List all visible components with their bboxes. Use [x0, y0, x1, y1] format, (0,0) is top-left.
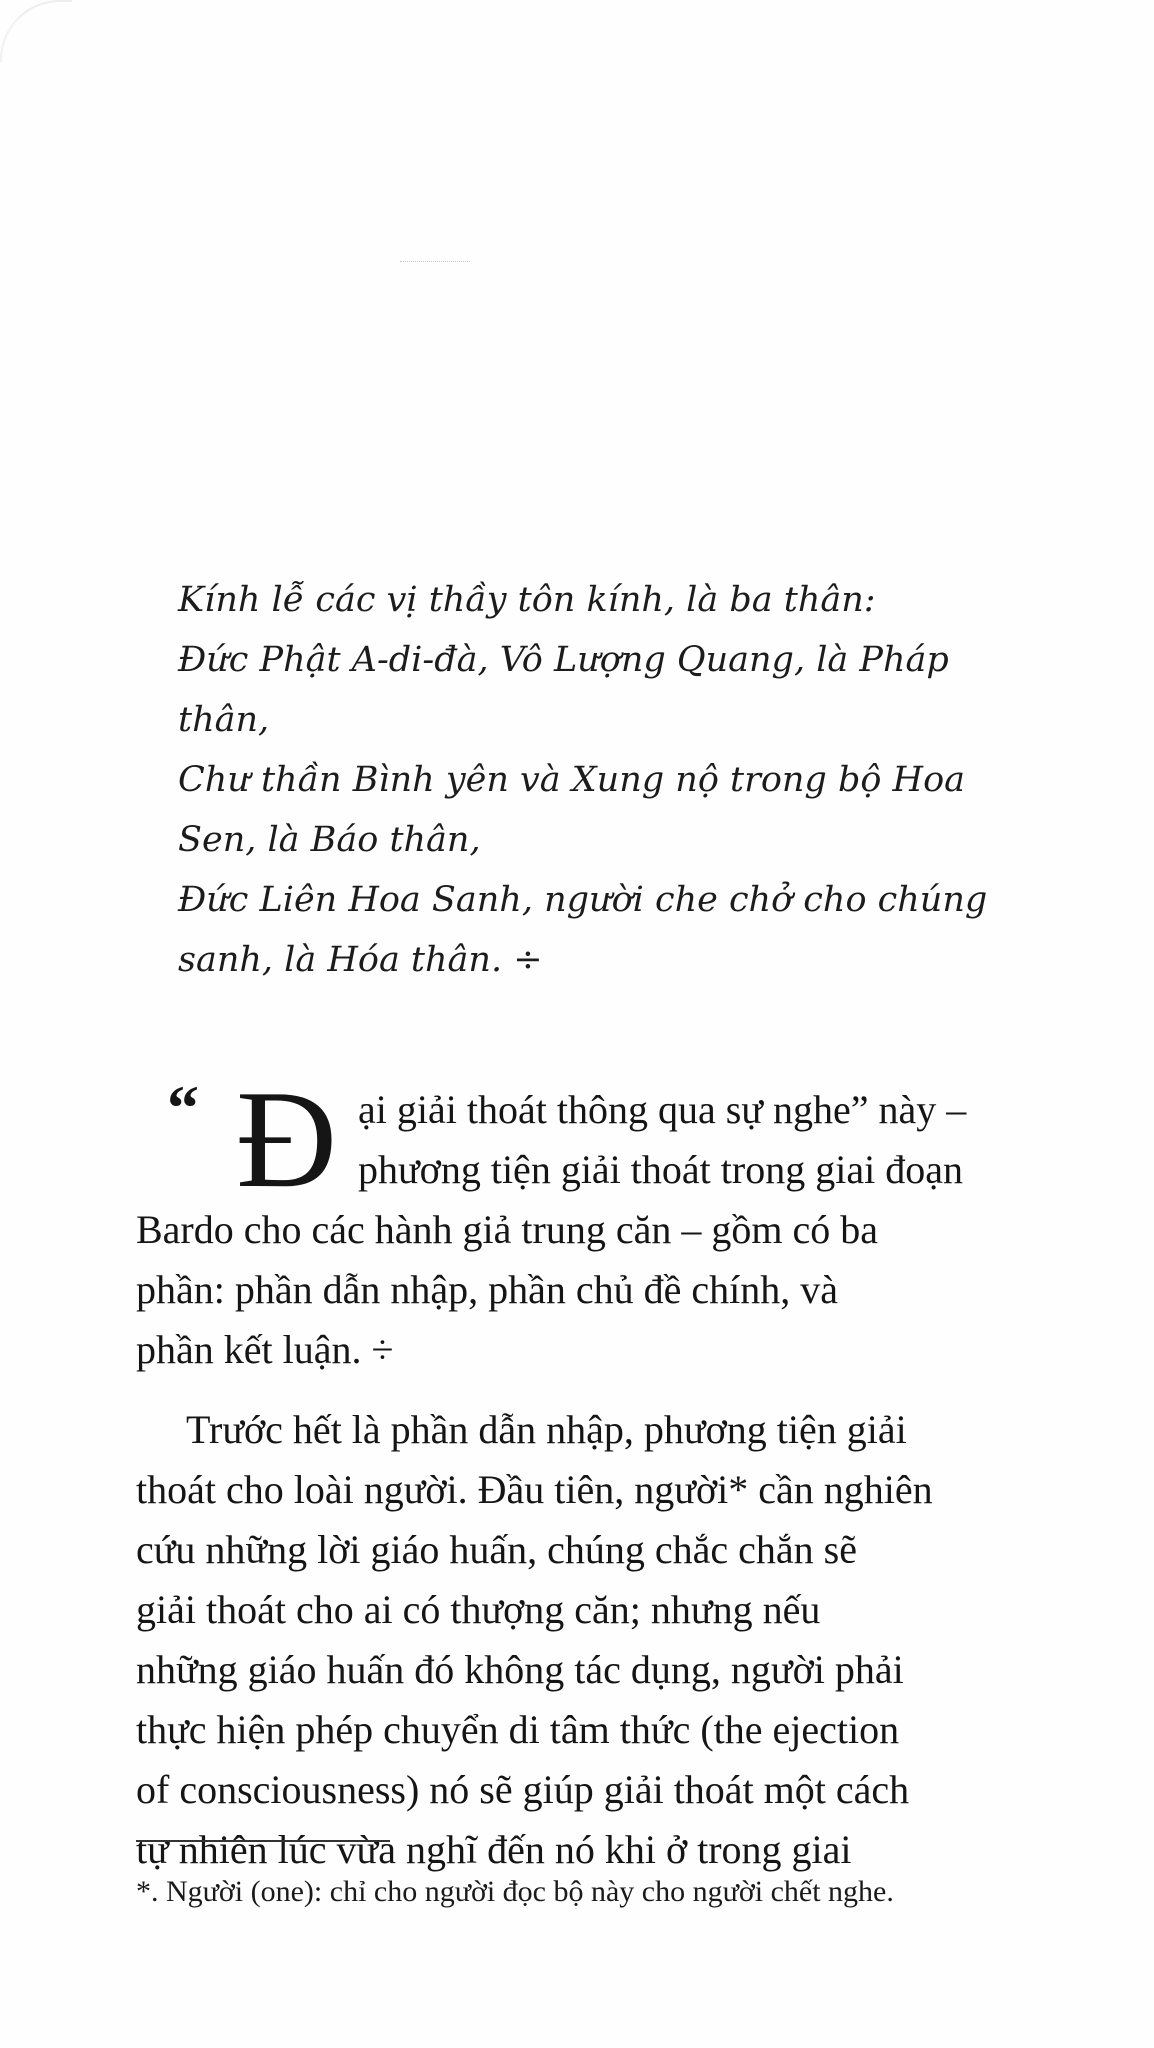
paragraph-line: những giáo huấn đó không tác dụng, người phải — [136, 1647, 904, 1692]
paragraph-line: phần kết luận. ÷ — [136, 1327, 394, 1372]
paragraph-line: thực hiện phép chuyển di tâm thức (the ejection — [136, 1707, 900, 1752]
drop-cap: Đ — [236, 1062, 338, 1217]
footnote-divider — [136, 1840, 390, 1842]
paragraph-line: phương tiện giải thoát trong giai đoạn — [358, 1147, 963, 1192]
verse-line: Sen, là Báo thân, — [178, 820, 481, 860]
paragraph-line: Bardo cho các hành giả trung căn – gồm có ba — [136, 1207, 878, 1252]
paragraph-line: ại giải thoát thông qua sự nghe” này – — [358, 1087, 967, 1132]
page-corner-curl — [0, 0, 72, 62]
show-through-mark — [400, 261, 470, 262]
paragraph-line: giải thoát cho ai có thượng căn; nhưng nếu — [136, 1587, 821, 1632]
paragraph-line: thoát cho loài người. Đầu tiên, người* cần nghiên — [136, 1467, 933, 1512]
open-quote-mark: “ — [167, 1072, 199, 1143]
paragraph-line: cứu những lời giáo huấn, chúng chắc chắn sẽ — [136, 1527, 857, 1572]
verse-line: Đức Liên Hoa Sanh, người che chở cho chúng — [178, 880, 988, 920]
body-paragraph — [136, 1400, 1006, 1880]
footnote: *. Người (one): chỉ cho người đọc bộ này cho người chết nghe. — [136, 1875, 894, 1908]
verse-line: Đức Phật A-di-đà, Vô Lượng Quang, là Pháp — [178, 640, 949, 680]
verse-block — [178, 570, 1038, 990]
paragraph-line: of consciousness) nó sẽ giúp giải thoát một cách — [136, 1767, 910, 1812]
paragraph-line: phần: phần dẫn nhập, phần chủ đề chính, và — [136, 1267, 839, 1312]
paragraph-line: Trước hết là phần dẫn nhập, phương tiện giải — [186, 1407, 907, 1452]
paragraph-line: tự nhiên lúc vừa nghĩ đến nó khi ở trong giai — [136, 1827, 852, 1872]
intro-paragraph — [136, 1062, 1006, 1380]
verse-line: Chư thần Bình yên và Xung nộ trong bộ Hoa — [178, 760, 966, 800]
verse-line: sanh, là Hóa thân. ÷ — [178, 940, 543, 980]
verse-line: thân, — [178, 700, 270, 740]
verse-line: Kính lễ các vị thầy tôn kính, là ba thân: — [178, 580, 876, 620]
